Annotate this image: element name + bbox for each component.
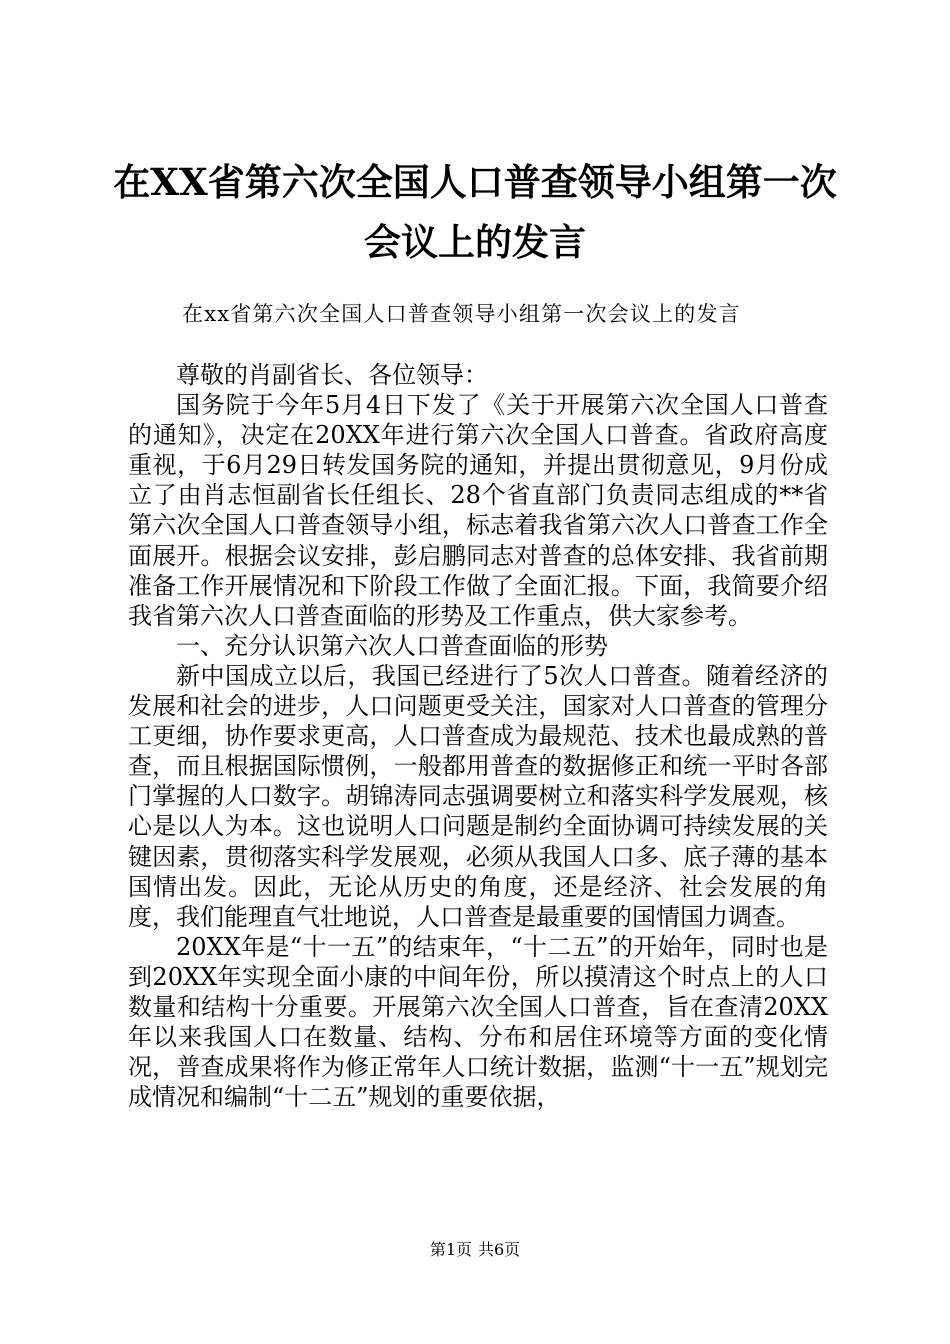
document-subtitle: 在xx省第六次全国人口普查领导小组第一次会议上的发言 [182,302,741,326]
body-paragraph: 新中国成立以后，我国已经进行了5次人口普查。随着经济的发展和社会的进步，人口问题更受关注，国家对人口普查的管理分工更细，协作要求更高，人口普查成为最规范、技术也最成熟的普查，而且根据国际惯例，一般都用普查的数据修正和统一平时各部门掌握的人口数字。胡锦涛同志强调要树立和落实科学发展观，核心是以人为本。这也说明人口问题是制约全面协调可持续发展的关键因素，贯彻落实科学发展观，必须从我国人口多、底子薄的基本国情出发。因此，无论从历史的角度，还是经济、社会发展的角度，我们能理直气壮地说，人口普查是最重要的国情国力调查。 [128,661,828,931]
body-paragraph: 20XX年是“十一五”的结束年，“十二五”的开始年，同时也是到20XX年实现全面小康的中间年份，所以摸清这个时点上的人口数量和结构十分重要。开展第六次全国人口普查，旨在查清20XX年以来我国人口在数量、结构、分布和居住环境等方面的变化情况，普查成果将作为修正常年人口统计数据，监测“十一五”规划完成情况和编制“十二五”规划的重要依据， [128,932,828,1112]
salutation: 尊敬的肖副省长、各位领导： [176,361,488,389]
document-title-line-2: 会议上的发言 [364,220,586,264]
page-number: 第1页 [429,1240,472,1259]
page-total: 共6页 [478,1240,521,1259]
body-paragraph: 国务院于今年5月4日下发了《关于开展第六次全国人口普查的通知》，决定在20XX年进行第六次全国人口普查。省政府高度重视，于6月29日转发国务院的通知，并提出贯彻意见，9月份成立了由肖志恒副省长任组长、28个省直部门负责同志组成的**省第六次全国人口普查领导小组，标志着我省第六次人口普查工作全面展开。根据会议安排，彭启鹏同志对普查的总体安排、我省前期准备工作开展情况和下阶段工作做了全面汇报。下面，我简要介绍我省第六次人口普查面临的形势及工作重点，供大家参考。 [128,391,828,630]
document-body [128,360,828,1112]
page-footer [0,1240,950,1260]
section-heading: 一、充分认识第六次人口普查面临的形势 [176,631,608,660]
document-title-line-1: 在XX省第六次全国人口普查领导小组第一次 [113,160,837,204]
